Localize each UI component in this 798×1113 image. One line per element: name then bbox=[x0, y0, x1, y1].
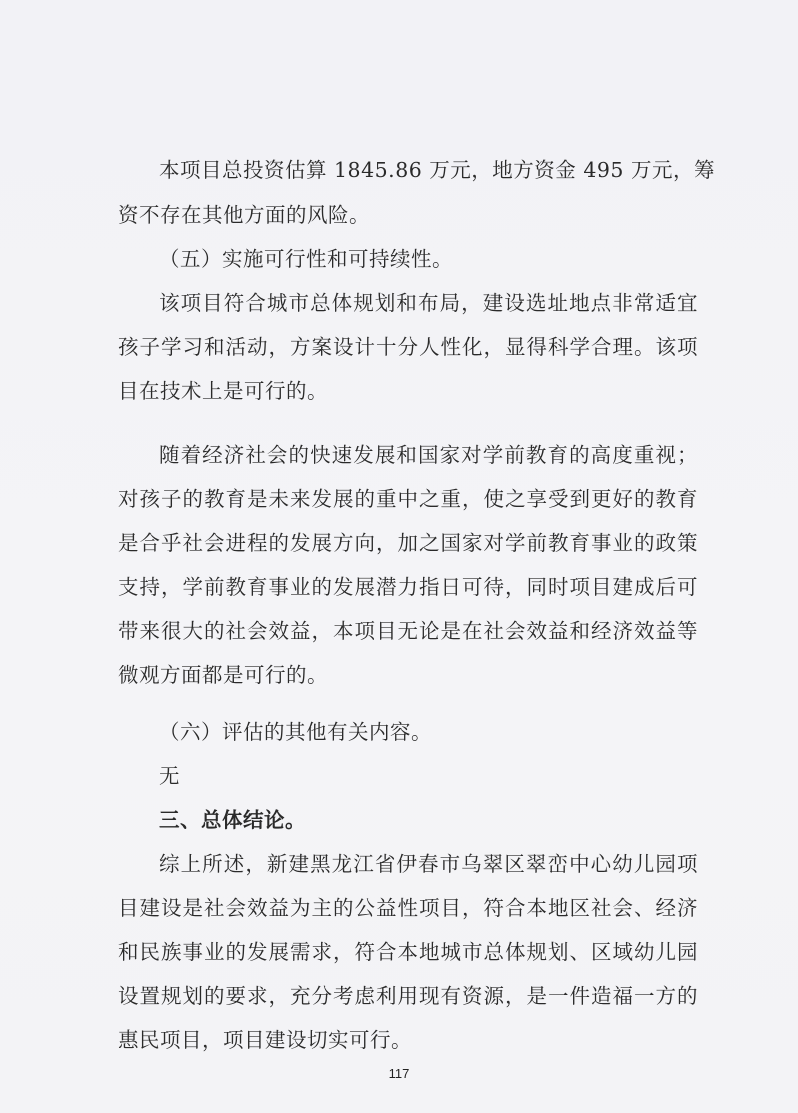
paragraph-none: 无 bbox=[159, 764, 180, 788]
page-number: 117 bbox=[388, 1066, 410, 1081]
paragraph-technical-line-2: 孩子学习和活动，方案设计十分人性化，显得科学合理。该项 bbox=[118, 335, 698, 359]
paragraph-funding-line-1: 本项目总投资估算 1845.86 万元，地方资金 495 万元，筹 bbox=[159, 158, 715, 182]
paragraph-social-line-2: 对孩子的教育是未来发展的重中之重，使之享受到更好的教育 bbox=[118, 487, 698, 511]
paragraph-technical-line-1: 该项目符合城市总体规划和布局，建设选址地点非常适宜 bbox=[159, 291, 698, 315]
paragraph-conclusion-line-5: 惠民项目，项目建设切实可行。 bbox=[118, 1028, 412, 1052]
paragraph-conclusion-line-4: 设置规划的要求，充分考虑利用现有资源，是一件造福一方的 bbox=[118, 984, 698, 1008]
paragraph-funding-line-2: 资不存在其他方面的风险。 bbox=[118, 203, 370, 227]
paragraph-conclusion-line-3: 和民族事业的发展需求，符合本地城市总体规划、区域幼儿园 bbox=[118, 940, 698, 964]
paragraph-social-line-6: 微观方面都是可行的。 bbox=[118, 663, 328, 687]
paragraph-conclusion-line-2: 目建设是社会效益为主的公益性项目，符合本地区社会、经济 bbox=[118, 896, 698, 920]
paragraph-technical-line-3: 目在技术上是可行的。 bbox=[118, 379, 328, 403]
section-heading-6: （六）评估的其他有关内容。 bbox=[159, 720, 432, 744]
paragraph-social-line-1: 随着经济社会的快速发展和国家对学前教育的高度重视； bbox=[159, 443, 698, 467]
paragraph-social-line-3: 是合乎社会进程的发展方向，加之国家对学前教育事业的政策 bbox=[118, 531, 698, 555]
section-heading-conclusion: 三、总体结论。 bbox=[159, 808, 306, 832]
paragraph-conclusion-line-1: 综上所述，新建黑龙江省伊春市乌翠区翠峦中心幼儿园项 bbox=[159, 852, 698, 876]
section-heading-5: （五）实施可行性和可持续性。 bbox=[159, 247, 453, 271]
paragraph-social-line-5: 带来很大的社会效益，本项目无论是在社会效益和经济效益等 bbox=[118, 619, 698, 643]
paragraph-social-line-4: 支持，学前教育事业的发展潜力指日可待，同时项目建成后可 bbox=[118, 575, 698, 599]
